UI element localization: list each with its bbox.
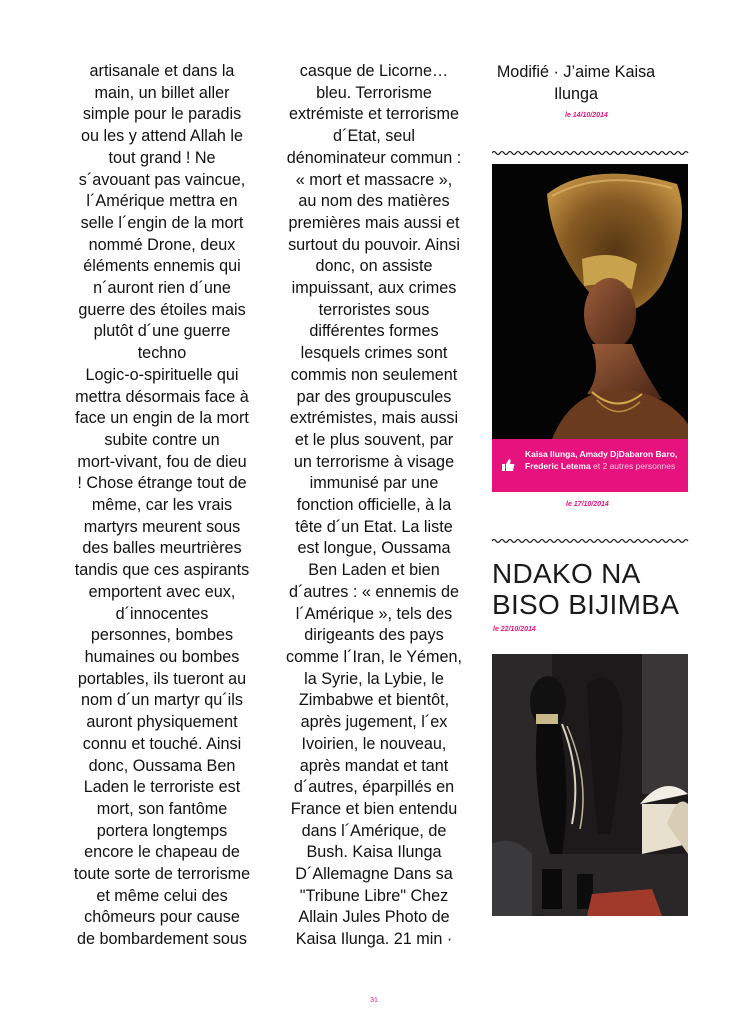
text-line: chômeurs pour cause [84, 908, 240, 927]
portrait-photo [492, 164, 688, 439]
section-heading [492, 558, 692, 620]
article-column-2 [268, 61, 480, 951]
text-line: Logic-o-spirituelle qui [85, 365, 239, 384]
sculpture-photo [492, 654, 688, 916]
text-line: bleu. Terrorisme [316, 83, 432, 102]
text-line: dénominateur commun : [286, 148, 462, 167]
thumbs-up-icon [501, 458, 515, 472]
text-line: Zimbabwe et bientôt, [298, 691, 450, 710]
text-line: est longue, Oussama [297, 539, 451, 558]
text-line: même, car les vrais [91, 496, 233, 515]
text-line: Allain Jules Photo de [298, 908, 450, 927]
text-line: après jugement, l´ex [300, 713, 448, 732]
text-line: toute sorte de terrorisme [73, 865, 251, 884]
portrait-illustration [492, 164, 688, 439]
text-line: d´Etat, seul [333, 127, 415, 146]
text-line: la Syrie, la Lybie, le [304, 669, 444, 688]
text-line: portera longtemps [96, 821, 228, 840]
post-date: le 17/10/2014 [566, 501, 609, 508]
text-line: impuissant, aux crimes [291, 279, 457, 298]
text-line: différentes formes [309, 322, 439, 341]
text-line: Ivoirien, le nouveau, [301, 734, 447, 753]
text-line: après mandat et tant [299, 756, 449, 775]
text-line: ou les y attend Allah le [81, 127, 243, 146]
liker-others: et 2 autres personnes [590, 460, 676, 471]
text-line: comme l´Iran, le Yémen, [285, 647, 463, 666]
text-line: techno [137, 344, 187, 363]
text-line: commis non seulement [290, 365, 458, 384]
post-modified-note [492, 61, 660, 105]
text-line: par des groupuscules [296, 387, 452, 406]
text-line: Bush. Kaisa Ilunga [306, 843, 442, 862]
text-line: connu et touché. Ainsi [82, 734, 242, 753]
sculpture-illustration [492, 654, 688, 916]
text-line: l´Amérique mettra en [86, 192, 238, 211]
article-column-1 [52, 61, 272, 951]
text-line: martyrs meurent sous [83, 517, 241, 536]
text-line: donc, on assiste [315, 257, 433, 276]
text-line: donc, Oussama Ben [88, 756, 236, 775]
text-line: artisanale et dans la [89, 62, 235, 80]
text-line: France et bien entendu [290, 799, 458, 818]
text-line: extrémistes, mais aussi [289, 409, 459, 428]
text-line: dans l´Amérique, de [301, 821, 447, 840]
page-number: 31 [370, 997, 378, 1004]
text-line: mettra désormais face à [75, 387, 249, 406]
text-line: n´auront rien d´une [93, 279, 231, 298]
text-line: "Tribune Libre" Chez [299, 886, 449, 905]
text-line: face un engin de la mort [75, 409, 249, 428]
text-line: simple pour le paradis [82, 105, 242, 124]
text-line: d´innocentes [115, 604, 209, 623]
text-line: guerre des étoiles mais [78, 300, 246, 319]
text-line: tandis que ces aspirants [74, 561, 250, 580]
text-line: d´autres, éparpillés en [293, 778, 455, 797]
text-line: D´Allemagne Dans sa [295, 865, 453, 884]
text-line: lesquels crimes sont [300, 344, 448, 363]
text-line: immunisé par une [309, 474, 439, 493]
text-line: au nom des matières [298, 192, 450, 211]
text-line: des balles meurtrières [82, 539, 242, 558]
text-line: selle l´engin de la mort [80, 213, 244, 232]
text-line: portables, ils tueront au [77, 669, 247, 688]
facebook-like-bar [492, 439, 688, 492]
text-line: Ben Laden et bien [308, 561, 440, 580]
text-line: d´autres : « ennemis de [288, 582, 460, 601]
text-line: et le plus souvent, par [294, 430, 454, 449]
text-line: nommé Drone, deux [88, 235, 236, 254]
heading-line-1: NDAKO NA [492, 558, 641, 589]
text-line: tête d´un Etat. La liste [295, 517, 453, 536]
text-line: « mort et massacre », [295, 170, 453, 189]
text-line: main, un billet aller [94, 83, 230, 102]
text-line: auront physiquement [86, 713, 238, 732]
post-date: le 22/10/2014 [493, 626, 536, 633]
text-line: surtout du pouvoir. Ainsi [288, 235, 460, 254]
modified-line-1: Modifié · J’aime Kaisa [496, 63, 656, 81]
text-line: emportent avec eux, [88, 582, 236, 601]
wavy-divider [492, 149, 690, 157]
text-line: mort-vivant, fou de dieu [77, 452, 247, 471]
text-line: dirigeants des pays [304, 626, 444, 645]
heading-line-2: BISO BIJIMBA [492, 589, 680, 620]
text-line: premières mais aussi et [288, 213, 460, 232]
text-line: Laden le terroriste est [83, 778, 241, 797]
text-line: terroristes sous [318, 300, 430, 319]
text-line: éléments ennemis qui [83, 257, 241, 276]
wavy-divider [492, 537, 690, 545]
text-line: et même celui des [96, 886, 228, 905]
text-line: s´avouant pas vaincue, [78, 170, 246, 189]
text-line: fonction officielle, à la [296, 496, 452, 515]
text-line: ! Chose étrange tout de [77, 474, 247, 493]
text-line: plutôt d´une guerre [93, 322, 231, 341]
text-line: nom d´un martyr qu´ils [81, 691, 243, 710]
text-line: un terrorisme à visage [293, 452, 455, 471]
text-line: mort, son fantôme [96, 799, 228, 818]
like-text [525, 449, 685, 472]
liker-names: Kaisa Ilunga, Amady DjDabaron Baro, Frederic Letema [525, 449, 678, 471]
text-line: subite contre un [104, 430, 220, 449]
post-date: le 14/10/2014 [565, 112, 608, 119]
modified-line-2: Ilunga [553, 85, 599, 103]
text-line: personnes, bombes [90, 626, 234, 645]
text-line: extrémiste et terrorisme [288, 105, 459, 124]
text-line: de bombardement sous [76, 930, 248, 949]
text-line: tout grand ! Ne [108, 148, 216, 167]
text-line: casque de Licorne… [299, 62, 449, 80]
text-line: Kaisa Ilunga. 21 min · [295, 930, 453, 949]
text-line: encore le chapeau de [84, 843, 240, 862]
text-line: humaines ou bombes [84, 647, 240, 666]
text-line: l´Amérique », tels des [295, 604, 453, 623]
